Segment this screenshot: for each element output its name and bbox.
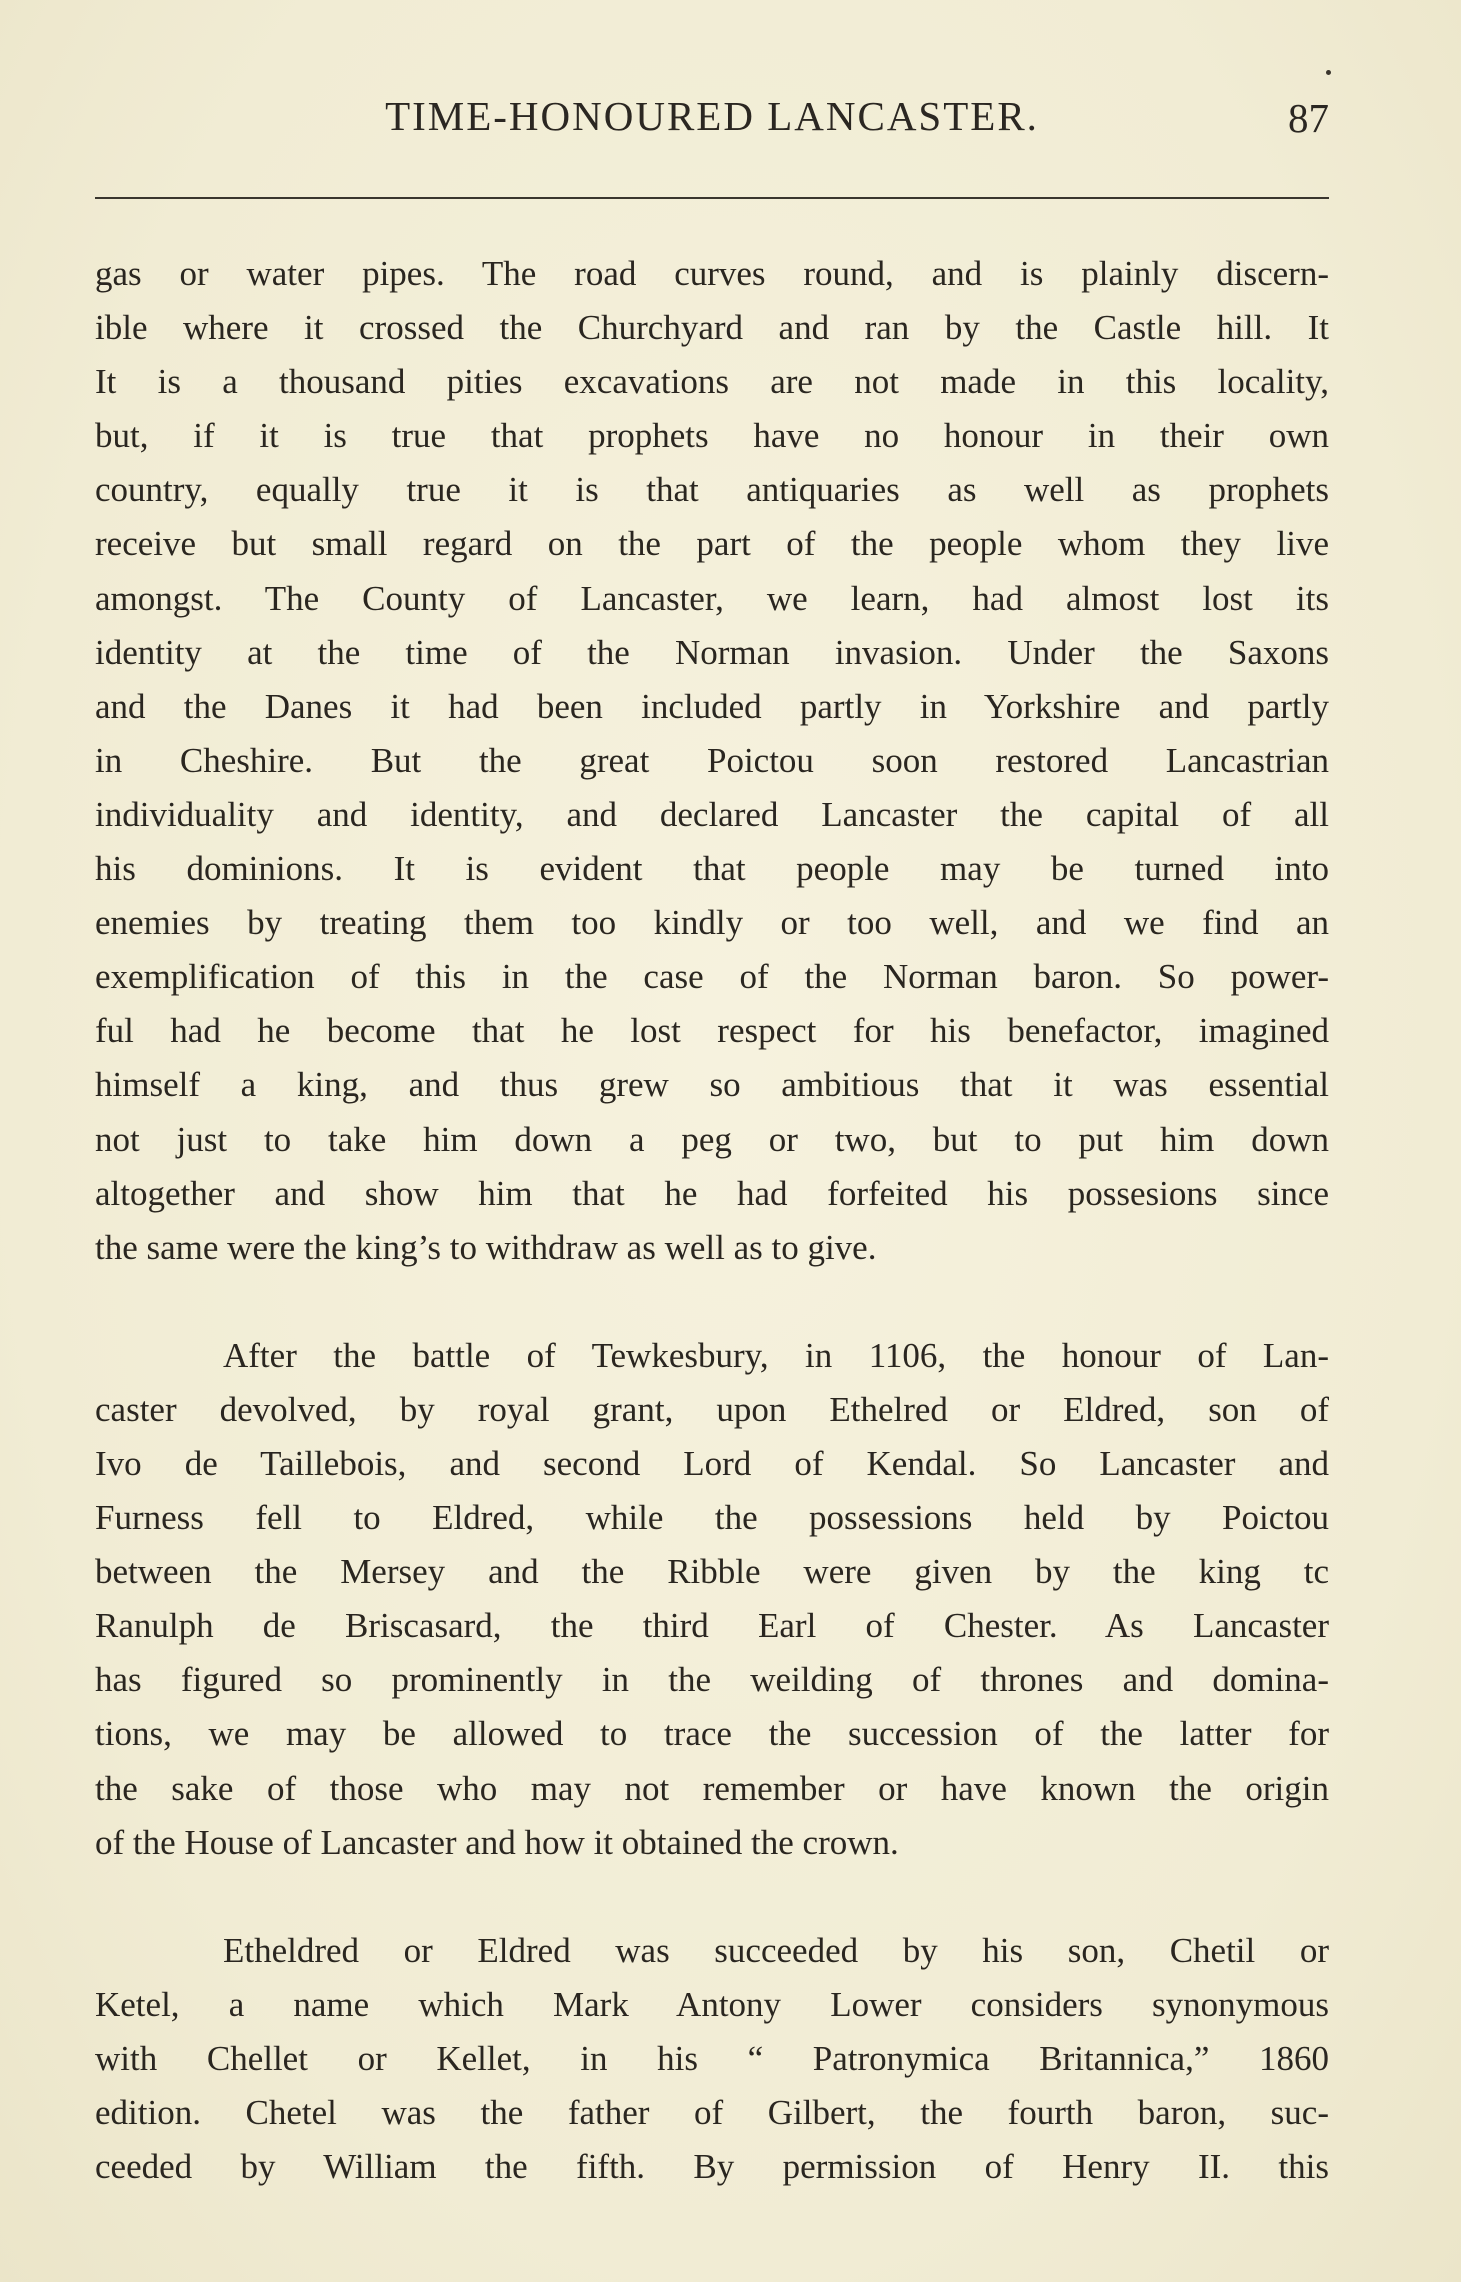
text-line: ful had he become that he lost respect for his benefactor, imagined: [95, 1011, 1329, 1051]
text-line: has figured so prominently in the weilding of thrones and domina-: [95, 1660, 1329, 1700]
text-line: exemplification of this in the case of the Norman baron. So power-: [95, 957, 1329, 997]
text-line: between the Mersey and the Ribble were given by the king tc: [95, 1552, 1329, 1592]
text-line: in Cheshire. But the great Poictou soon restored Lancastrian: [95, 740, 1329, 780]
text-line: the same were the king’s to withdraw as well as to give.: [95, 1227, 877, 1267]
paragraph-gap: [95, 1275, 1329, 1329]
text-line: of the House of Lancaster and how it obtained the crown.: [95, 1822, 899, 1862]
text-line: country, equally true it is that antiquaries as well as prophets: [95, 470, 1329, 510]
text-line: individuality and identity, and declared Lancaster the capital of all: [95, 794, 1329, 834]
text-line: After the battle of Tewkesbury, in 1106, the honour of Lan-: [223, 1335, 1329, 1375]
body-text: [95, 247, 1329, 2194]
running-title: TIME-HONOURED LANCASTER.: [385, 93, 1039, 139]
text-line: receive but small regard on the part of the people whom they live: [95, 524, 1329, 564]
text-line: ible where it crossed the Churchyard and ran by the Castle hill. It: [95, 308, 1329, 348]
text-line: himself a king, and thus grew so ambitious that it was essential: [95, 1065, 1329, 1105]
text-line: but, if it is true that prophets have no honour in their own: [95, 416, 1329, 456]
page-header: [95, 92, 1329, 152]
text-line: tions, we may be allowed to trace the succession of the latter for: [95, 1714, 1329, 1754]
text-line: edition. Chetel was the father of Gilbert, the fourth baron, suc-: [95, 2093, 1329, 2132]
paragraph-1: [95, 247, 1329, 1275]
text-line: not just to take him down a peg or two, but to put him down: [95, 1119, 1329, 1159]
text-line: his dominions. It is evident that people may be turned into: [95, 849, 1329, 889]
ink-speck: [1326, 70, 1331, 75]
text-line: amongst. The County of Lancaster, we learn, had almost lost its: [95, 578, 1329, 618]
text-line: It is a thousand pities excavations are not made in this locality,: [95, 362, 1329, 402]
paragraph-gap: [95, 1870, 1329, 1924]
text-line: gas or water pipes. The road curves round, and is plainly discern-: [95, 254, 1329, 293]
text-line: with Chellet or Kellet, in his “ Patronymica Britannica,” 1860: [95, 2038, 1329, 2078]
paragraph-2: [95, 1329, 1329, 1870]
text-line: identity at the time of the Norman invasion. Under the Saxons: [95, 632, 1329, 672]
text-line: enemies by treating them too kindly or too well, and we find an: [95, 903, 1329, 943]
text-line: and the Danes it had been included partly in Yorkshire and partly: [95, 686, 1329, 726]
text-line: Ranulph de Briscasard, the third Earl of Chester. As Lancaster: [95, 1606, 1329, 1646]
paragraph-3: [95, 1924, 1329, 2194]
text-line: Ketel, a name which Mark Antony Lower considers synonymous: [95, 1984, 1329, 2024]
header-rule: [95, 197, 1329, 199]
text-line: Ivo de Taillebois, and second Lord of Kendal. So Lancaster and: [95, 1443, 1329, 1483]
text-line: caster devolved, by royal grant, upon Ethelred or Eldred, son of: [95, 1389, 1329, 1429]
page-number: 87: [1288, 95, 1329, 141]
text-line: Etheldred or Eldred was succeeded by his son, Chetil or: [223, 1930, 1329, 1970]
text-line: the sake of those who may not remember or have known the origin: [95, 1768, 1329, 1808]
text-line: altogether and show him that he had forfeited his possesions since: [95, 1173, 1329, 1213]
text-line: Furness fell to Eldred, while the possessions held by Poictou: [95, 1498, 1329, 1538]
text-line: ceeded by William the fifth. By permission of Henry II. this: [95, 2147, 1329, 2187]
